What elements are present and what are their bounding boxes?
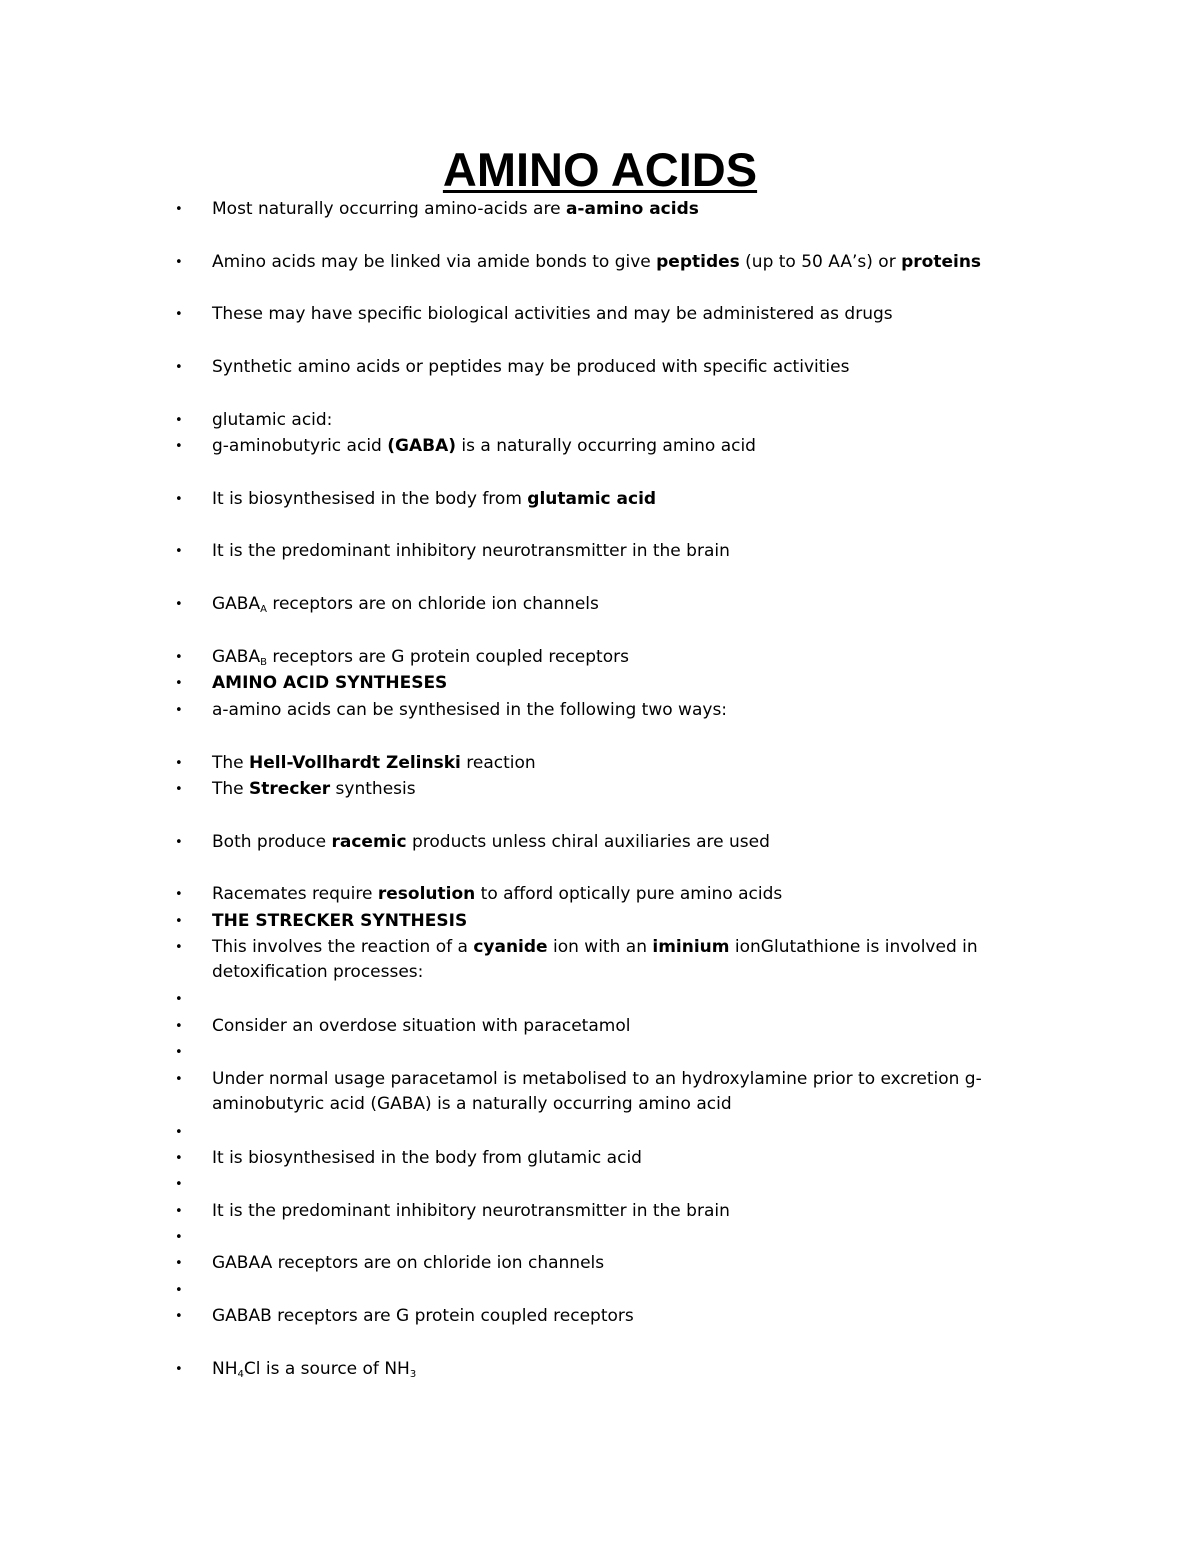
bullet: •	[175, 914, 183, 929]
bullet: •	[175, 307, 183, 322]
bullet: •	[175, 1362, 183, 1377]
bullet: •	[175, 597, 183, 612]
page-title: AMINO ACIDS	[442, 143, 758, 196]
bullet: •	[175, 703, 183, 718]
bullet: •	[175, 1204, 183, 1219]
bullet: •	[175, 835, 183, 850]
bullet: •	[175, 992, 183, 1007]
bullet: •	[175, 887, 183, 902]
bullet: •	[175, 1230, 183, 1245]
bullet: •	[175, 676, 183, 691]
bullet: •	[175, 782, 183, 797]
bullet: •	[175, 1177, 183, 1192]
bullet: •	[175, 756, 183, 771]
bullet: •	[175, 492, 183, 507]
bullet: •	[175, 1283, 183, 1298]
section-heading: AMINO ACID SYNTHESES	[212, 673, 448, 693]
bullet: •	[175, 1045, 183, 1060]
bullet: •	[175, 1151, 183, 1166]
bullet: •	[175, 202, 183, 217]
bullet: •	[175, 1125, 183, 1140]
bullet: •	[175, 1309, 183, 1324]
section-heading: THE STRECKER SYNTHESIS	[212, 911, 468, 931]
bullet: •	[175, 1072, 183, 1087]
bullet: •	[175, 650, 183, 665]
bullet: •	[175, 255, 183, 270]
bullet: •	[175, 544, 183, 559]
bullet: •	[175, 439, 183, 454]
bullet: •	[175, 413, 183, 428]
bullet: •	[175, 360, 183, 375]
bullet: •	[175, 940, 183, 955]
bullet: •	[175, 1256, 183, 1271]
bullet: •	[175, 1019, 183, 1034]
